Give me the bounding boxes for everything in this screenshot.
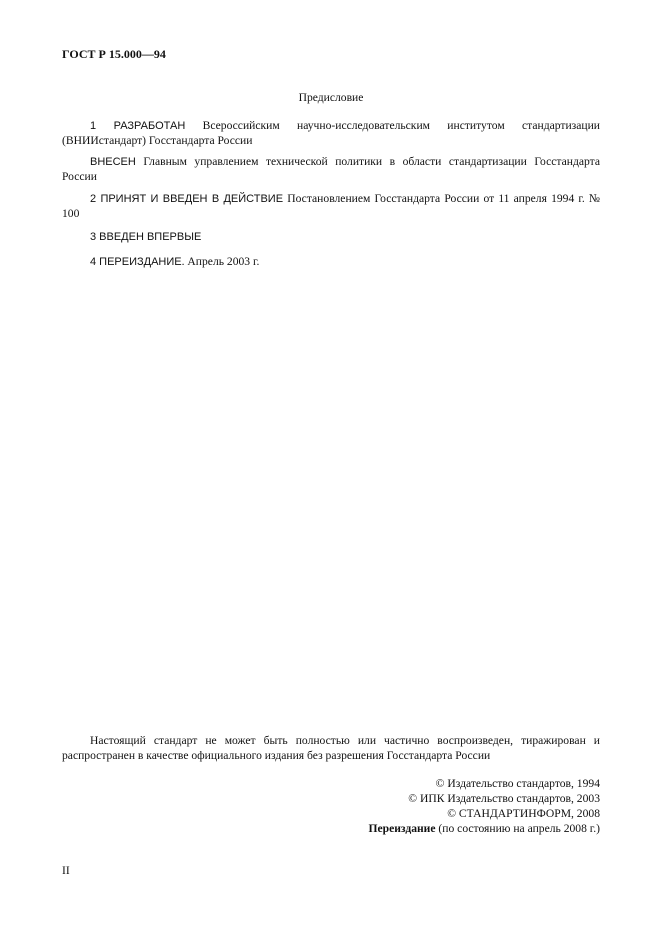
copyright-line: © СТАНДАРТИНФОРМ, 2008 (447, 807, 600, 820)
document-number: ГОСТ Р 15.000—94 (62, 47, 166, 61)
preface-item-2 (62, 192, 600, 221)
copyright-notice: Настоящий стандарт не может быть полностью или частично воспроизведен, тиражирован и распространен в качестве официального издания без разрешения Госстандарта России (62, 734, 600, 762)
item-text: Всероссийским научно-исследовательским институтом стандартизации (ВНИИстандарт) Госстандарта России (62, 119, 600, 147)
item-lead: 1 РАЗРАБОТАН (90, 120, 186, 132)
item-lead: 4 ПЕРЕИЗДАНИЕ (90, 256, 182, 268)
reissue-label: Переиздание (368, 822, 436, 835)
item-lead: ВНЕСЕН (90, 156, 136, 168)
copyright-block (62, 777, 600, 837)
item-text: Главным управлением технической политики в области стандартизации Госстандарта России (62, 155, 600, 183)
item-text: . Апрель 2003 г. (181, 255, 260, 268)
item-lead: 2 ПРИНЯТ И ВВЕДЕН В ДЕЙСТВИЕ (90, 193, 284, 205)
copyright-line: © ИПК Издательство стандартов, 2003 (408, 792, 600, 805)
preface-item-3 (62, 230, 600, 245)
page-number: II (62, 864, 70, 877)
preface-title: Предисловие (298, 91, 364, 104)
preface-item-1 (62, 119, 600, 148)
preface-item-introduced (62, 155, 600, 184)
reissue-text: (по состоянию на апрель 2008 г.) (435, 822, 600, 835)
copyright-line: © Издательство стандартов, 1994 (435, 777, 600, 790)
reissue-line (62, 822, 600, 837)
item-text: Постановлением Госстандарта России от 11 апреля 1994 г. № 100 (62, 192, 600, 220)
preface-item-4 (62, 255, 600, 270)
item-lead: 3 ВВЕДЕН ВПЕРВЫЕ (90, 231, 202, 243)
